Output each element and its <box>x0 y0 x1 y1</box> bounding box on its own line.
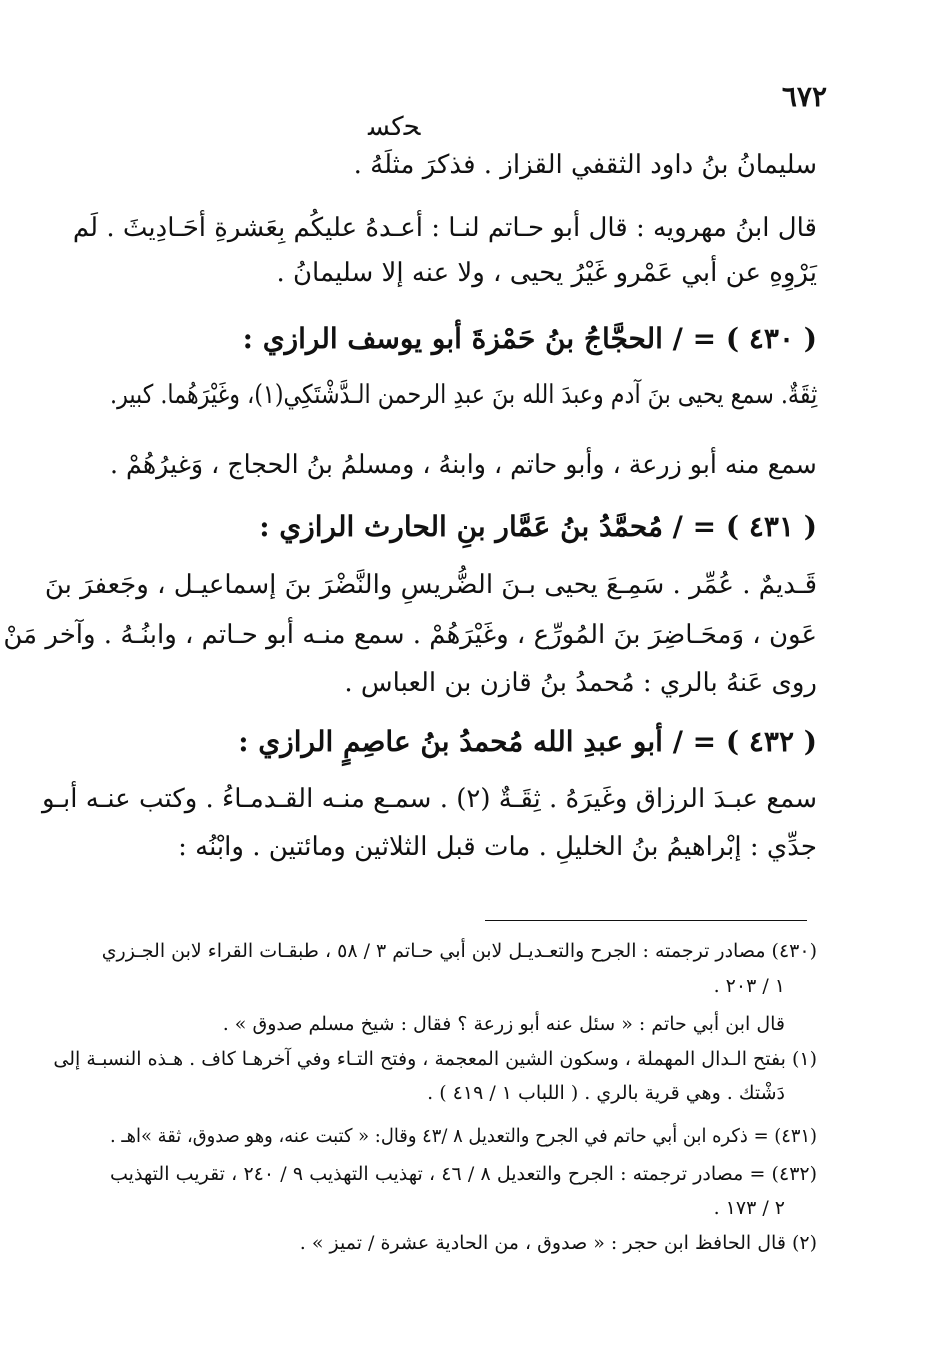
body-line: روى عَنهُ بالري : مُحمدُ بنُ قازن بن العباس . <box>344 668 817 698</box>
body-line: سمع عبـدَ الرزاق وغَيرَهُ . ثِقَـةٌ (٢) . سمـع منـه القـدمـاءُ . وكتب عنـه أبـو <box>42 784 817 814</box>
footnote-line: قال ابن أبي حاتم : « سئل عنه أبو زرعة ؟ فقال : شيخ مسلم صدوق » . <box>222 1013 785 1035</box>
footnote-line: ١ / ٢٠٣ . <box>713 975 785 997</box>
entry-heading-430: ( ٤٣٠ ) = / الحجَّاجُ بنُ حَمْزةَ أبو يوسف الرازي : <box>242 322 817 355</box>
entry-heading-432: ( ٤٣٢ ) = / أبو عبدِ الله مُحمدُ بنُ عاصِمٍ الرازي : <box>238 725 817 758</box>
body-line: قَـديمٌ . عُمِّر . سَمِـعَ يحيى بـنَ الضُّريسِ والنَّضْرَ بنَ إسماعيـل ، وجَعفرَ بنَ <box>44 570 817 600</box>
footnote-line: ٢ / ١٧٣ . <box>713 1197 785 1219</box>
body-line: جدِّي : إبْراهيمُ بنُ الخليلِ . مات قبل الثلاثين ومائتين . وابْنُه : <box>178 832 817 862</box>
body-line: سليمانُ بنُ داود الثقفي القزاز . فذكرَ مثلَهُ . <box>353 150 817 180</box>
body-line: ثِقَةٌ. سمع يحيى بنَ آدم وعبدَ الله بنَ عبدِ الرحمن الـدَّشْتَكِي(١)، وغَيْرَهُما. كبير. <box>109 380 817 410</box>
footnote-line: (٤٣١) = ذكره ابن أبي حاتم في الجرح والتعديل ٨ /٤٣ وقال: « كتبت عنه، وهو صدوق، ثقة »اهـ . <box>109 1125 817 1147</box>
body-line: عَون ، وَمحَـاضِرَ بنَ المُورِّع ، وغَيْرَهُمْ . سمع منـه أبو حـاتم ، وابنُـهُ . وآخر مَنْ <box>3 620 817 650</box>
body-line: سمع منه أبو زرعة ، وأبو حاتم ، وابنهُ ، ومسلمُ بنُ الحجاج ، وَغيرُهُمْ . <box>110 450 817 480</box>
footnote-line: (٤٣٠) مصادر ترجمته : الجرح والتعـديـل لابن أبي حـاتم ٣ / ٥٨ ، طبقـات القراء لابن الجـزري <box>101 940 817 962</box>
entry-heading-431: ( ٤٣١ ) = / مُحمَّدُ بنُ عَمَّار بنِ الحارث الرازي : <box>259 510 817 543</box>
body-line: يَرْوِهِ عن أبي عَمْرو غَيْرُ يحيى ، ولا عنه إلا سليمانُ . <box>276 258 817 288</box>
page-number: ٦٧٢ <box>781 80 827 113</box>
marginal-note: ﺤﻛﺴ <box>368 112 421 142</box>
footnote-line: (٢) قال الحافظ ابن حجر : « صدوق ، من الحادية عشرة / تميز » . <box>299 1232 817 1254</box>
footnote-line: (١) بفتح الـدال المهملة ، وسكون الشين المعجمة ، وفتح التـاء وفي آخرهـا كاف . هـذه النسبـة إلى <box>53 1048 817 1070</box>
footnote-divider <box>485 920 807 921</box>
footnote-line: (٤٣٢) = مصادر ترجمته : الجرح والتعديل ٨ / ٤٦ ، تهذيب التهذيب ٩ / ٢٤٠ ، تقريب التهذيب <box>110 1163 818 1185</box>
body-line: قال ابنُ مهرويه : قال أبو حـاتم لنـا : أعـدهُ عليكُم بِعَشرةِ أحَـادِيثَ . لَم <box>72 213 817 243</box>
footnote-line: دَشْتك . وهي قرية بالري . ( اللباب ١ / ٤١٩ ) . <box>427 1082 785 1104</box>
